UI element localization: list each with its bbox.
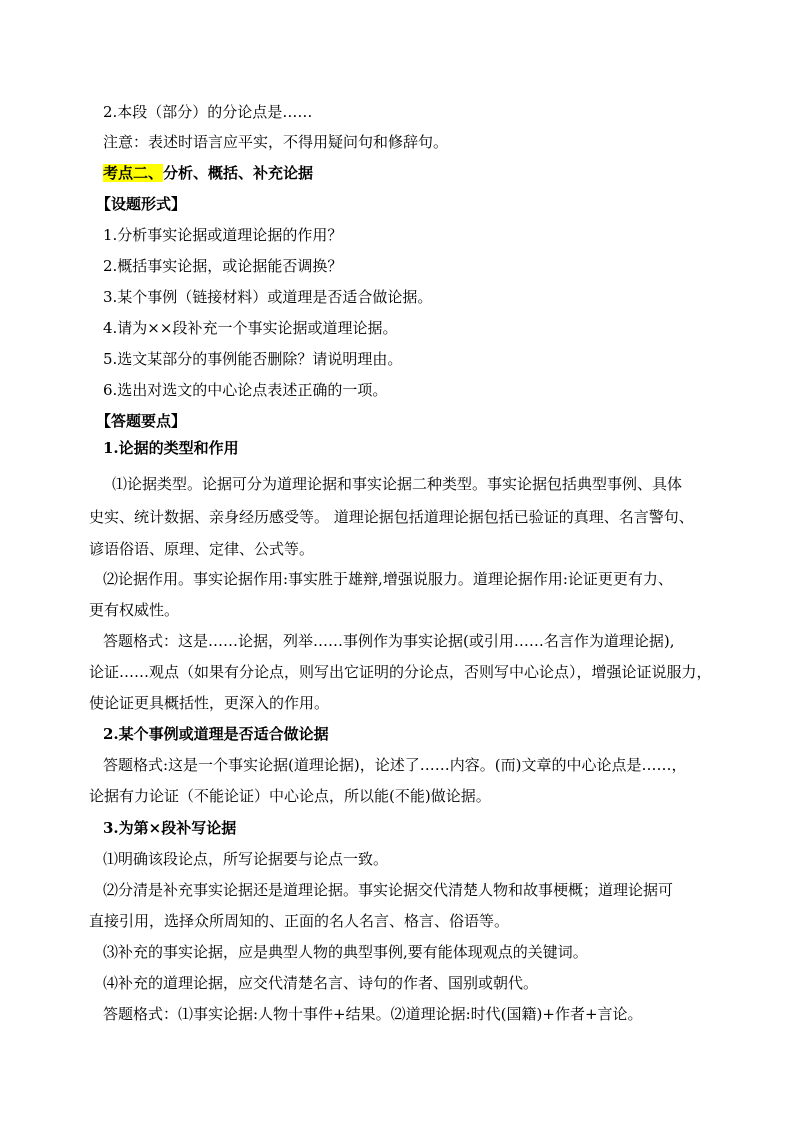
section-heading <box>103 163 313 183</box>
list-item: 5.选文某部分的事例能否删除？请说明理由。 <box>103 350 403 368</box>
list-item: 1.分析事实论据或道理论据的作用？ <box>103 226 343 244</box>
text-line: 使论证更具概括性，更深入的作用。 <box>89 694 330 712</box>
text-line: ⑴论据类型。论据可分为道理论据和事实论据二种类型。事实论据包括典型事例、具体 <box>112 475 683 493</box>
text-line: ⑴明确该段论点，所写论据要与论点一致。 <box>103 850 389 868</box>
subsection-title: 【设题形式】 <box>96 195 187 213</box>
text-line: ⑵论据作用。事实论据作用:事实胜于雄辩,增强说服力。道理论据作用:论证更更有力、 <box>103 570 673 588</box>
point-heading: 2.某个事例或道理是否适合做论据 <box>103 725 329 743</box>
point-heading: 1.论据的类型和作用 <box>103 439 239 457</box>
text-line: 史实、统计数据、亲身经历感受等。 道理论据包括道理论据包括已验证的真理、名言警句、 <box>89 508 694 526</box>
text-line: 答题格式：这是……论据，列举……事例作为事实论据(或引用……名言作为道理论据), <box>103 632 675 650</box>
text-line: 直接引用，选择众所周知的、正面的名人名言、格言、俗语等。 <box>89 912 510 930</box>
text-line: ⑵分清是补充事实论据还是道理论据。事实论据交代清楚人物和故事梗概；道理论据可 <box>103 881 674 899</box>
heading-text: 分析、概括、补充论据 <box>163 164 314 182</box>
list-item: 6.选出对选文的中心论点表述正确的一项。 <box>103 381 388 399</box>
text-line: 谚语俗语、原理、定律、公式等。 <box>89 540 315 558</box>
text-line: 答题格式:这是一个事实论据(道理论据)，论述了……内容。(而)文章的中心论点是……， <box>103 756 687 774</box>
text-line: 更有权威性。 <box>89 601 180 619</box>
text-line: 答题格式：⑴事实论据:人物十事件+结果。⑵道理论据:时代(国籍)+作者+言论。 <box>103 1005 643 1023</box>
text-line: 论证……观点（如果有分论点，则写出它证明的分论点，否则写中心论点），增强论证说服力， <box>89 663 712 681</box>
subsection-title: 【答题要点】 <box>96 412 187 430</box>
list-item: 4.请为××段补充一个事实论据或道理论据。 <box>103 319 398 337</box>
text-line: ⑶补充的事实论据，应是典型人物的典型事例,要有能体现观点的关键词。 <box>103 943 588 961</box>
text-line: 论据有力论证（不能论证）中心论点，所以能(不能)做论据。 <box>89 787 491 805</box>
list-item: 3.某个事例（链接材料）或道理是否适合做论据。 <box>103 288 433 306</box>
heading-highlight: 考点二、 <box>103 164 164 182</box>
list-item: 2.概括事实论据，或论据能否调换？ <box>103 257 343 275</box>
text-line: 2.本段（部分）的分论点是…… <box>103 103 313 121</box>
text-line: ⑷补充的道理论据，应交代清楚名言、诗句的作者、国别或朝代。 <box>103 974 539 992</box>
text-line: 注意：表述时语言应平实，不得用疑问句和修辞句。 <box>103 133 449 151</box>
point-heading: 3.为第×段补写论据 <box>103 819 237 837</box>
